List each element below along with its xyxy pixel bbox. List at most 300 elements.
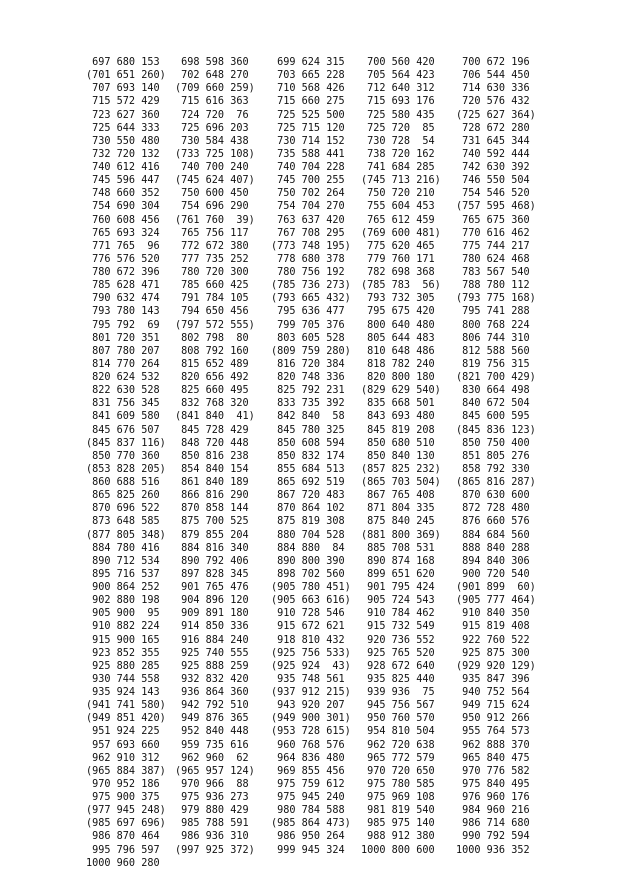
- table-cell: 805 644 483: [361, 332, 435, 344]
- table-cell: (701 651 260): [86, 70, 166, 82]
- table-cell: 925 765 520: [361, 647, 435, 659]
- table-cell: 750 702 264: [271, 188, 345, 200]
- table-cell: (985 864 473): [271, 818, 351, 830]
- table-cell: 985 975 140: [361, 818, 435, 830]
- table-cell: 772 672 380: [175, 240, 249, 252]
- table-cell: 799 705 376: [271, 319, 345, 331]
- table-cell: 923 852 355: [86, 647, 160, 659]
- table-cell: 760 608 456: [86, 214, 160, 226]
- table-cell: 954 810 504: [361, 726, 435, 738]
- table-row: [86, 594, 606, 607]
- table-cell: 848 720 448: [175, 437, 249, 449]
- table-cell: 870 696 522: [86, 503, 160, 515]
- table-cell: 865 692 519: [271, 477, 345, 488]
- table-cell: 740 700 240: [175, 162, 249, 173]
- table-cell: 867 765 408: [361, 490, 435, 502]
- table-cell: 802 798 80: [175, 332, 249, 344]
- table-row: [86, 371, 606, 384]
- table-cell: 850 680 510: [361, 437, 435, 449]
- table-cell: 890 874 168: [361, 555, 435, 567]
- table-cell: (709 660 259): [175, 83, 255, 95]
- table-cell: 970 720 650: [361, 765, 435, 777]
- table-row: [86, 739, 606, 752]
- table-row: [86, 161, 606, 174]
- table-cell: 725 644 333: [86, 122, 160, 134]
- table-cell: 990 792 594: [456, 831, 530, 843]
- table-row: [86, 489, 606, 502]
- table-cell: 898 702 560: [271, 568, 345, 580]
- table-cell: 777 735 252: [175, 253, 249, 265]
- table-row: [86, 424, 606, 437]
- table-cell: (953 728 615): [271, 726, 351, 738]
- table-cell: 910 728 546: [271, 608, 345, 620]
- table-cell: (965 884 387): [86, 765, 166, 777]
- table-row: [86, 135, 606, 148]
- table-cell: 793 780 143: [86, 306, 160, 318]
- table-cell: 890 712 534: [86, 555, 160, 567]
- table-row: [86, 686, 606, 699]
- table-cell: 880 704 528: [271, 529, 345, 541]
- table-cell: 791 784 105: [175, 293, 249, 305]
- table-cell: 788 780 112: [456, 280, 530, 292]
- table-cell: 935 924 143: [86, 687, 160, 698]
- table-cell: 872 728 480: [456, 503, 530, 515]
- table-cell: (865 703 504): [361, 477, 441, 488]
- table-row: [86, 345, 606, 358]
- table-cell: 905 724 543: [361, 595, 435, 607]
- table-cell: 710 568 426: [271, 83, 345, 95]
- table-cell: 884 684 560: [456, 529, 530, 541]
- table-row: [86, 529, 606, 542]
- table-cell: (905 777 464): [456, 595, 536, 607]
- table-cell: 970 776 582: [456, 765, 530, 777]
- table-cell: 897 828 345: [175, 568, 249, 580]
- table-cell: 905 900 95: [86, 608, 160, 620]
- table-cell: 728 672 280: [456, 122, 530, 134]
- table-cell: 964 836 480: [271, 752, 345, 764]
- table-cell: 812 588 560: [456, 345, 530, 357]
- table-cell: 884 780 416: [86, 542, 160, 554]
- table-cell: 925 880 285: [86, 660, 160, 672]
- table-cell: 820 656 492: [175, 372, 249, 383]
- table-cell: 820 624 532: [86, 372, 160, 383]
- table-cell: 975 780 585: [361, 778, 435, 790]
- table-row: [86, 122, 606, 135]
- table-cell: (725 627 364): [456, 109, 536, 121]
- table-cell: 920 736 552: [361, 634, 435, 646]
- table-cell: 894 840 306: [456, 555, 530, 567]
- table-cell: 949 876 365: [175, 713, 249, 725]
- table-cell: 845 676 507: [86, 424, 160, 436]
- table-cell: 984 960 216: [456, 805, 530, 817]
- table-cell: 840 672 504: [456, 398, 530, 410]
- table-cell: 738 720 162: [361, 148, 435, 160]
- table-cell: 890 800 390: [271, 555, 345, 567]
- table-cell: 910 784 462: [361, 608, 435, 620]
- table-cell: 725 715 120: [271, 122, 345, 134]
- table-cell: 854 840 154: [175, 463, 249, 475]
- table-row: [86, 437, 606, 450]
- table-cell: [271, 857, 361, 870]
- table-cell: 910 840 350: [456, 608, 530, 620]
- table-cell: [456, 857, 546, 870]
- table-cell: (785 736 273): [271, 280, 351, 292]
- table-cell: 888 840 288: [456, 542, 530, 554]
- table-row: [86, 148, 606, 161]
- table-cell: 871 804 335: [361, 503, 435, 515]
- table-cell: 876 660 576: [456, 516, 530, 528]
- table-cell: 800 640 480: [361, 319, 435, 331]
- table-cell: (745 624 407): [175, 175, 255, 187]
- table-cell: 957 693 660: [86, 739, 160, 751]
- table-cell: 831 756 345: [86, 398, 160, 410]
- table-cell: 754 690 304: [86, 201, 160, 213]
- table-cell: 730 714 152: [271, 135, 345, 147]
- table-cell: 750 600 450: [175, 188, 249, 200]
- table-cell: 730 550 480: [86, 135, 160, 147]
- table-cell: 783 567 540: [456, 267, 530, 278]
- table-row: [86, 542, 606, 555]
- table-cell: 765 612 459: [361, 214, 435, 226]
- table-row: [86, 187, 606, 200]
- table-row: [86, 227, 606, 240]
- table-cell: 962 888 370: [456, 739, 530, 751]
- table-cell: 835 668 501: [361, 398, 435, 410]
- table-cell: 700 560 420: [361, 57, 435, 68]
- table-cell: 943 920 207: [271, 700, 345, 712]
- table-cell: 875 819 308: [271, 516, 345, 528]
- table-cell: 910 882 224: [86, 621, 160, 633]
- table-cell: (865 816 287): [456, 477, 536, 488]
- table-cell: 975 945 240: [271, 792, 345, 803]
- table-row: [86, 502, 606, 515]
- table-cell: 925 740 555: [175, 647, 249, 659]
- table-cell: 703 665 228: [271, 70, 345, 82]
- table-row: [86, 673, 606, 686]
- table-cell: 900 864 252: [86, 582, 160, 593]
- table-cell: 763 637 420: [271, 214, 345, 226]
- table-cell: 870 864 102: [271, 503, 345, 515]
- table-row: [86, 109, 606, 122]
- table-row: [86, 647, 606, 660]
- table-cell: 845 780 325: [271, 424, 345, 436]
- table-cell: 975 936 273: [175, 792, 249, 803]
- table-cell: 851 805 276: [456, 450, 530, 462]
- table-cell: (937 912 215): [271, 687, 351, 698]
- table-row: [86, 765, 606, 778]
- table-cell: 979 880 429: [175, 805, 249, 817]
- table-cell: (929 920 129): [456, 660, 536, 672]
- table-row: [86, 358, 606, 371]
- table-cell: 845 600 595: [456, 411, 530, 423]
- table-cell: 750 720 210: [361, 188, 435, 200]
- table-cell: 915 732 549: [361, 621, 435, 633]
- table-cell: 842 840 58: [271, 411, 345, 423]
- table-row: [86, 463, 606, 476]
- table-cell: (757 595 468): [456, 201, 536, 213]
- table-row: [86, 620, 606, 633]
- table-cell: 699 624 315: [271, 57, 345, 68]
- table-cell: 879 855 204: [175, 529, 249, 541]
- table-row: [86, 712, 606, 725]
- table-cell: (941 741 580): [86, 700, 166, 712]
- table-cell: 962 910 312: [86, 752, 160, 764]
- table-cell: 715 660 275: [271, 96, 345, 108]
- table-row: [86, 56, 606, 69]
- table-cell: 900 720 540: [456, 568, 530, 580]
- table-cell: 890 792 406: [175, 555, 249, 567]
- table-cell: (949 900 301): [271, 713, 351, 725]
- table-cell: 795 636 477: [271, 306, 345, 318]
- table-cell: 702 648 270: [175, 70, 249, 82]
- table-cell: 870 858 144: [175, 503, 249, 515]
- table-cell: 830 664 498: [456, 385, 530, 397]
- table-cell: (905 780 451): [271, 582, 351, 593]
- table-cell: 816 720 384: [271, 358, 345, 370]
- table-cell: 867 720 483: [271, 490, 345, 502]
- table-cell: 935 825 440: [361, 673, 435, 685]
- table-cell: 712 640 312: [361, 83, 435, 95]
- table-cell: 850 770 360: [86, 450, 160, 462]
- table-cell: 884 880 84: [271, 542, 345, 554]
- table-cell: (985 697 696): [86, 818, 166, 830]
- table-cell: 742 630 392: [456, 162, 530, 173]
- table-row: [86, 778, 606, 791]
- table-cell: 698 598 360: [175, 57, 249, 68]
- table-cell: 981 819 540: [361, 805, 435, 817]
- table-cell: 700 672 196: [456, 57, 530, 68]
- table-row: [86, 240, 606, 253]
- table-cell: 825 660 495: [175, 385, 249, 397]
- table-cell: 930 744 558: [86, 673, 160, 685]
- table-cell: 801 720 351: [86, 332, 160, 344]
- table-cell: 870 630 600: [456, 490, 530, 502]
- table-row: [86, 752, 606, 765]
- table-cell: 755 604 453: [361, 201, 435, 213]
- table-cell: 850 840 130: [361, 450, 435, 462]
- table-cell: 715 616 363: [175, 96, 249, 108]
- table-cell: 986 870 464: [86, 831, 160, 843]
- table-cell: (797 572 555): [175, 319, 255, 331]
- number-triples-table: [86, 56, 606, 870]
- table-cell: 808 792 160: [175, 345, 249, 357]
- table-cell: 925 875 300: [456, 647, 530, 659]
- table-row: [86, 82, 606, 95]
- table-cell: 841 609 580: [86, 411, 160, 423]
- table-cell: (785 783 56): [361, 280, 441, 292]
- table-cell: 875 840 245: [361, 516, 435, 528]
- table-cell: 725 720 85: [361, 122, 435, 134]
- table-row: [86, 699, 606, 712]
- table-row: [86, 607, 606, 620]
- table-row: [86, 332, 606, 345]
- table-row: [86, 857, 606, 870]
- table-cell: 970 952 186: [86, 778, 160, 790]
- table-cell: 922 760 522: [456, 634, 530, 646]
- table-cell: 850 832 174: [271, 450, 345, 462]
- table-cell: 748 660 352: [86, 188, 160, 200]
- table-cell: 914 850 336: [175, 621, 249, 633]
- table-cell: 715 572 429: [86, 96, 160, 108]
- table-cell: 785 660 425: [175, 280, 249, 292]
- table-cell: 754 546 520: [456, 188, 530, 200]
- table-cell: (845 837 116): [86, 437, 166, 449]
- table-cell: 814 770 264: [86, 358, 160, 370]
- table-cell: 795 792 69: [86, 319, 160, 331]
- table-cell: (877 805 348): [86, 529, 166, 541]
- table-row: [86, 817, 606, 830]
- table-row: [86, 319, 606, 332]
- table-cell: 904 896 120: [175, 595, 249, 607]
- table-cell: 969 855 456: [271, 765, 345, 777]
- table-cell: 785 628 471: [86, 280, 160, 292]
- table-cell: 775 744 217: [456, 240, 530, 252]
- table-cell: 935 748 561: [271, 673, 345, 685]
- table-cell: (769 600 481): [361, 227, 441, 239]
- table-cell: (881 800 369): [361, 529, 441, 541]
- table-cell: 790 632 474: [86, 293, 160, 305]
- table-row: [86, 305, 606, 318]
- table-cell: 765 693 324: [86, 227, 160, 239]
- table-cell: 975 759 612: [271, 778, 345, 790]
- table-cell: 999 945 324: [271, 844, 345, 856]
- table-cell: 940 752 564: [456, 687, 530, 698]
- table-cell: 818 782 240: [361, 358, 435, 370]
- table-cell: 850 816 238: [175, 450, 249, 462]
- table-cell: 960 768 576: [271, 739, 345, 751]
- table-cell: 815 652 489: [175, 358, 249, 370]
- table-cell: 858 792 330: [456, 463, 530, 475]
- table-cell: 745 596 447: [86, 175, 160, 187]
- table-row: [86, 279, 606, 292]
- table-cell: 724 720 76: [175, 109, 249, 121]
- table-cell: (733 725 108): [175, 148, 255, 160]
- table-cell: 861 840 189: [175, 477, 249, 488]
- table-cell: 970 966 88: [175, 778, 249, 790]
- table-cell: 833 735 392: [271, 398, 345, 410]
- table-cell: 986 714 680: [456, 818, 530, 830]
- table-cell: 845 819 208: [361, 424, 435, 436]
- table-cell: 845 728 429: [175, 424, 249, 436]
- table-row: [86, 515, 606, 528]
- table-cell: 932 832 420: [175, 673, 249, 685]
- table-cell: 985 788 591: [175, 818, 249, 830]
- table-row: [86, 581, 606, 594]
- table-cell: (761 760 39): [175, 214, 255, 226]
- table-cell: 901 795 424: [361, 582, 435, 593]
- table-cell: 935 847 396: [456, 673, 530, 685]
- table-cell: 986 936 310: [175, 831, 249, 843]
- table-cell: (977 945 248): [86, 805, 166, 817]
- table-cell: 884 816 340: [175, 542, 249, 554]
- table-row: [86, 200, 606, 213]
- table-cell: (821 700 429): [456, 372, 536, 383]
- table-cell: (845 836 123): [456, 424, 536, 436]
- table-cell: (905 663 616): [271, 595, 351, 607]
- table-cell: 855 684 513: [271, 463, 345, 475]
- table-cell: 741 684 285: [361, 162, 435, 173]
- table-cell: 980 784 588: [271, 805, 345, 817]
- table-cell: (841 840 41): [175, 411, 255, 423]
- table-row: [86, 555, 606, 568]
- table-cell: 850 608 594: [271, 437, 345, 449]
- table-cell: 778 680 378: [271, 253, 345, 265]
- table-cell: 945 756 567: [361, 700, 435, 712]
- table-cell: 795 741 288: [456, 306, 530, 318]
- table-cell: 800 768 224: [456, 319, 530, 331]
- table-cell: 803 605 528: [271, 332, 345, 344]
- table-cell: 725 696 203: [175, 122, 249, 134]
- table-cell: 754 696 290: [175, 201, 249, 213]
- table-cell: 819 756 315: [456, 358, 530, 370]
- table-row: [86, 804, 606, 817]
- table-cell: 810 648 486: [361, 345, 435, 357]
- table-cell: 949 715 624: [456, 700, 530, 712]
- table-row: [86, 660, 606, 673]
- table-cell: 740 592 444: [456, 148, 530, 160]
- table-cell: 975 969 108: [361, 792, 435, 803]
- table-cell: 875 700 525: [175, 516, 249, 528]
- table-cell: 730 584 438: [175, 135, 249, 147]
- table-cell: 780 756 192: [271, 267, 345, 278]
- table-cell: 850 750 400: [456, 437, 530, 449]
- table-row: [86, 830, 606, 843]
- table-cell: 866 816 290: [175, 490, 249, 502]
- table-cell: 915 819 408: [456, 621, 530, 633]
- table-row: [86, 634, 606, 647]
- table-cell: 925 888 259: [175, 660, 249, 672]
- table-cell: (925 924 43): [271, 660, 351, 672]
- table-cell: 895 716 537: [86, 568, 160, 580]
- table-cell: 754 704 270: [271, 201, 345, 213]
- table-cell: 988 912 380: [361, 831, 435, 843]
- table-cell: 1000 936 352: [456, 844, 530, 856]
- table-cell: 745 700 255: [271, 175, 345, 187]
- table-cell: 746 550 504: [456, 175, 530, 187]
- table-cell: 780 672 396: [86, 267, 160, 278]
- table-cell: 1000 960 280: [86, 857, 160, 869]
- table-cell: 779 760 171: [361, 253, 435, 265]
- table-cell: 730 728 54: [361, 135, 435, 147]
- table-cell: 740 704 228: [271, 162, 345, 173]
- table-row: [86, 844, 606, 857]
- table-cell: (925 756 533): [271, 647, 351, 659]
- table-row: [86, 410, 606, 423]
- table-cell: (793 775 168): [456, 293, 536, 305]
- table-cell: 965 840 475: [456, 752, 530, 764]
- table-cell: 765 675 360: [456, 214, 530, 226]
- table-cell: 732 720 132: [86, 148, 160, 160]
- table-cell: 822 630 528: [86, 385, 160, 397]
- table-cell: 723 627 360: [86, 109, 160, 121]
- table-cell: 909 891 180: [175, 608, 249, 620]
- table-cell: 1000 800 600: [361, 844, 435, 856]
- table-cell: 820 800 180: [361, 372, 435, 383]
- table-cell: 780 720 300: [175, 267, 249, 278]
- table-row: [86, 253, 606, 266]
- table-cell: 843 693 480: [361, 411, 435, 423]
- table-cell: 776 576 520: [86, 253, 160, 265]
- table-cell: 955 764 573: [456, 726, 530, 738]
- table-cell: 916 884 240: [175, 634, 249, 646]
- table-cell: 928 672 640: [361, 660, 435, 672]
- table-cell: (745 713 216): [361, 175, 441, 187]
- table-cell: (793 665 432): [271, 293, 351, 305]
- table-cell: 806 744 310: [456, 332, 530, 344]
- table-row: [86, 476, 606, 489]
- table-cell: 735 588 441: [271, 148, 345, 160]
- table-cell: 705 564 423: [361, 70, 435, 82]
